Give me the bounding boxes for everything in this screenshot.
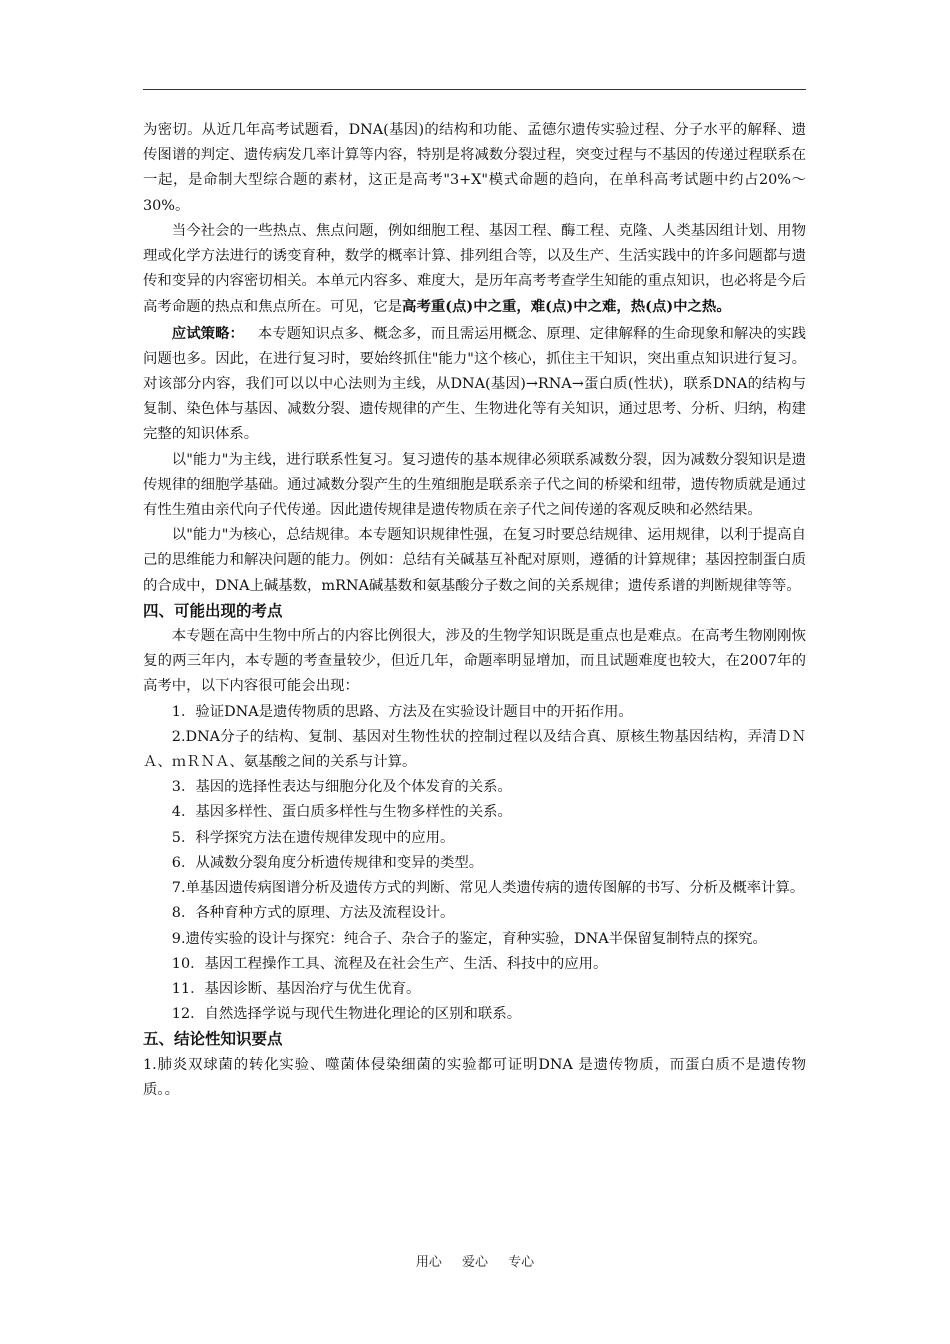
paragraph-exam-strategy xyxy=(143,321,806,448)
list-item: 2.DNA分子的结构、复制、基因对生物性状的控制过程以及结合真、原核生物基因结构，弄清ＤＮＡ、ｍＲＮＡ、氨基酸之间的关系与计算。 xyxy=(143,728,806,771)
footer-word: 专心 xyxy=(508,1255,535,1270)
paragraph-text: 当今社会的一些热点、焦点问题，例如细胞工程、基因工程、酶工程、克隆、人类基因组计划、用物理或化学方法进行的诱变育种，数学的概率计算、排列组合等，以及生产、生活实践中的许多问题都与遗传和变异的内容密切相关。本单元内容多、难度大，是历年高考考查学生知能的重点知识，也必将是今后高考命题的热点和焦点所在。可见，它是 xyxy=(143,222,806,316)
header-rule xyxy=(143,89,806,90)
list-item: 7.单基因遗传病图谱分析及遗传方式的判断、常见人类遗传病的遗传图解的书写、分析及概率计算。 xyxy=(171,880,805,897)
list-item: 12．自然选择学说与现代生物进化理论的区别和联系。 xyxy=(171,1006,522,1023)
strategy-label: 应试策略： xyxy=(171,324,244,342)
section-heading-5: 五、结论性知识要点 xyxy=(143,1030,283,1049)
paragraph-hot-topics xyxy=(143,219,806,321)
paragraph-conclusion-1: 1.肺炎双球菌的转化实验、噬菌体侵染细菌的实验都可证明DNA 是遗传物质，而蛋白质不是遗传物质。。 xyxy=(143,1056,806,1098)
paragraph-text: 本专题知识点多、概念多，而且需运用概念、原理、定律解释的生命现象和解决的实践问题也多。因此，在进行复习时，要始终抓住"能力"这个核心，抓住主干知识，突出重点知识进行复习。对该部分内容，我们可以以中心法则为主线，从DNA(基因)→RNA→蛋白质(性状)，联系DNA的结构与复制、染色体与基因、减数分裂、遗传规律的产生、生物进化等有关知识，通过思考、分析、归纳，构建完整的知识体系。 xyxy=(143,325,806,443)
list-item: 5．科学探究方法在遗传规律发现中的应用。 xyxy=(171,829,455,846)
list-item: 10．基因工程操作工具、流程及在社会生产、生活、科技中的应用。 xyxy=(171,955,608,972)
list-item: 11．基因诊断、基因治疗与优生优育。 xyxy=(171,980,421,997)
document-body xyxy=(143,118,806,1103)
list-item: 6．从减数分裂角度分析遗传规律和变异的类型。 xyxy=(171,854,484,871)
paragraph-ability-mainline: 以"能力"为主线，进行联系性复习。复习遗传的基本规律必须联系减数分裂，因为减数分裂知识是遗传规律的细胞学基础。通过减数分裂产生的生殖细胞是联系亲子代之间的桥梁和纽带，遗传物质就是通过有性生殖由亲代向子代传递。因此遗传规律是遗传物质在亲子代之间传递的客观反映和必然结果。 xyxy=(143,451,806,519)
list-item: 4．基因多样性、蛋白质多样性与生物多样性的关系。 xyxy=(171,804,512,821)
footer-word: 爱心 xyxy=(461,1255,488,1270)
paragraph-ability-core: 以"能力"为核心，总结规律。本专题知识规律性强，在复习时要总结规律、运用规律，以利于提高自己的思维能力和解决问题的能力。例如：总结有关碱基互补配对原则，遵循的计算规律；基因控制蛋白质的合成中，DNA上碱基数，mRNA碱基数和氨基酸分子数之间的关系规律；遗传系谱的判断规律等等。 xyxy=(143,527,806,594)
paragraph-intro-continued: 为密切。从近几年高考试题看，DNA(基因)的结构和功能、孟德尔遗传实验过程、分子水平的解释、遗传图谱的判定、遗传病发几率计算等内容，特别是将减数分裂过程，突变过程与不基因的传递过程联系在一起，是命制大型综合题的素材，这正是高考"3+X"模式命题的趋向，在单科高考试题中约占20%～30%。 xyxy=(143,122,806,214)
footer-word: 用心 xyxy=(415,1255,442,1270)
list-item: 1．验证DNA是遗传物质的思路、方法及在实验设计题目中的开拓作用。 xyxy=(171,703,633,720)
paragraph-exam-points-intro: 本专题在高中生物中所占的内容比例很大，涉及的生物学知识既是重点也是难点。在高考生物刚刚恢复的两三年内，本专题的考查量较少，但近几年，命题率明显增加，而且试题难度也较大，在2007年的高考中，以下内容很可能会出现： xyxy=(143,628,806,695)
list-item: 3．基因的选择性表达与细胞分化及个体发育的关系。 xyxy=(171,779,512,796)
emphasis-text: 高考重(点)中之重，难(点)中之难，热(点)中之热。 xyxy=(402,298,731,316)
page-footer xyxy=(0,1251,950,1270)
list-item: 8．各种育种方式的原理、方法及流程设计。 xyxy=(171,905,455,922)
list-item: 9.遗传实验的设计与探究：纯合子、杂合子的鉴定，育种实验，DNA半保留复制特点的探究。 xyxy=(171,930,767,947)
section-heading-4: 四、可能出现的考点 xyxy=(143,601,283,620)
